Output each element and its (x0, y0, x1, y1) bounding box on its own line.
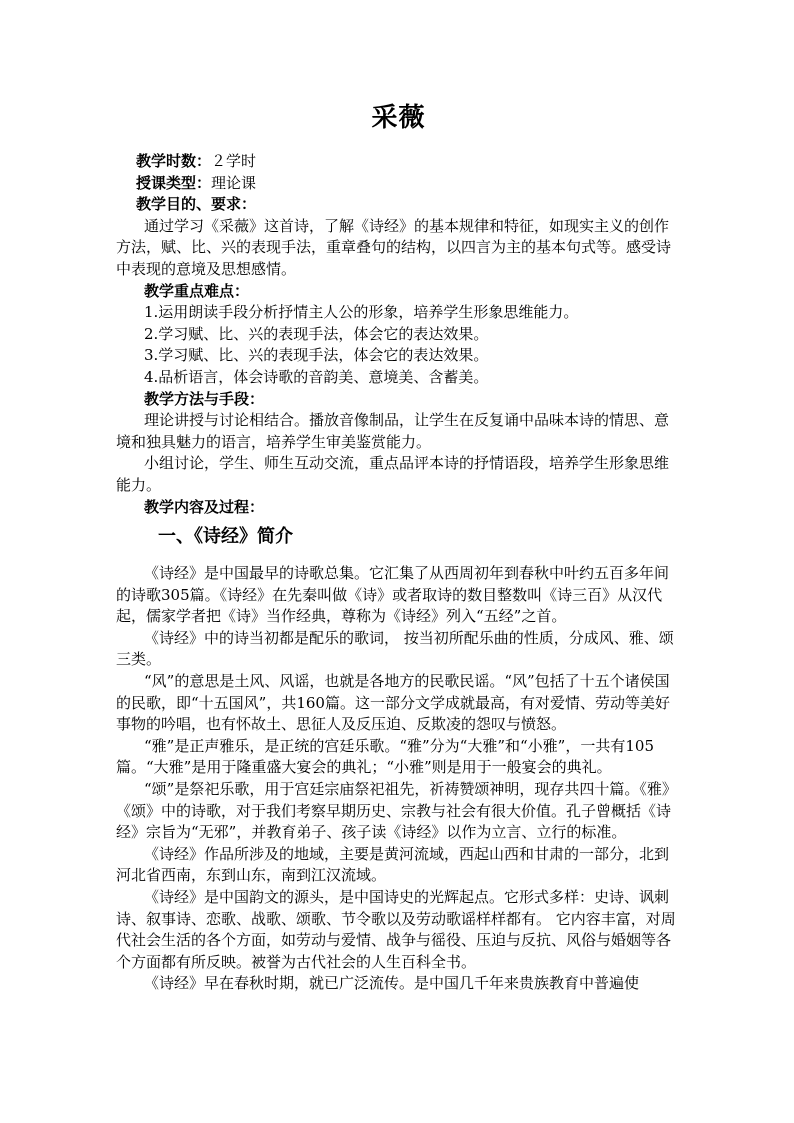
methods-heading: 教学方法与手段： (144, 389, 265, 408)
body-paragraph: 《诗经》作品所涉及的地域，主要是黄河流域，西起山西和甘肃的一部分，北到河北省西南，东到山东，南到江汉流域。 (116, 844, 670, 885)
meta-purpose (136, 194, 681, 216)
document-title: 采薇 (371, 103, 426, 133)
document-page (116, 98, 681, 995)
methods-paragraph: 理论讲授与讨论相结合。播放音像制品，让学生在反复诵中品味本诗的情思、意境和独具魅力的语言，培养学生审美鉴赏能力。 (116, 411, 670, 451)
content-heading: 教学内容及过程： (144, 497, 265, 516)
methods-paragraph: 小组讨论，学生、师生互动交流，重点品评本诗的抒情语段，培养学生形象思维能力。 (116, 454, 670, 494)
body-paragraph: “颂”是祭祀乐歌，用于宫廷宗庙祭祀祖先，祈祷赞颂神明，现存共四十篇。《雅》《颂》中的诗歌，对于我们考察早期历史、宗教与社会有很大价值。孔子曾概括《诗经》宗旨为“无邪”，并教育弟子、孩子读《诗经》以作为立言、立行的标准。 (116, 780, 677, 842)
key-point-item: 4.品析语言，体会诗歌的音韵美、意境美、含蓄美。 (144, 367, 489, 386)
body-paragraph: 《诗经》是中国最早的诗歌总集。它汇集了从西周初年到春秋中叶约五百多年间的诗歌305篇。《诗经》在先秦叫做《诗》或者取诗的数目整数叫《诗三百》从汉代起，儒家学者把《诗》当作经典，尊称为《诗经》列入“五经”之首。 (116, 564, 670, 626)
meta-hours-value: ２学时 (211, 152, 257, 170)
body-paragraph: 《诗经》中的诗当初都是配乐的歌词， 按当初所配乐曲的性质，分成风、雅、颂三类。 (116, 628, 674, 669)
meta-type-value: 理论课 (211, 173, 257, 192)
section-body (116, 563, 681, 995)
purpose-text: 通过学习《采薇》这首诗，了解《诗经》的基本规律和特征，如现实主义的创作方法，赋、比、兴的表现手法，重章叠句的结构，以四言为主的基本句式等。感受诗中表现的意境及思想感情。 (116, 216, 672, 278)
key-points-heading: 教学重点难点： (144, 281, 250, 300)
meta-hours (136, 151, 681, 173)
body-paragraph: “雅”是正声雅乐，是正统的宫廷乐歌。“雅”分为“大雅”和“小雅”，一共有105篇。“大雅”是用于隆重盛大宴会的典礼；“小雅”则是用于一般宴会的典礼。 (116, 736, 654, 777)
meta-purpose-key: 教学目的、要求： (136, 195, 257, 214)
body-paragraph: 《诗经》早在春秋时期，就已广泛流传。是中国几千年来贵族教育中普遍使 (144, 974, 640, 993)
body-paragraph: “风”的意思是土风、风谣，也就是各地方的民歌民谣。“风”包括了十五个诸侯国的民歌，即“十五国风”，共160篇。这一部分文学成就最高，有对爱情、劳动等美好事物的吟唱，也有怀故土、思征人及反压迫、反欺凌的怨叹与愤怒。 (116, 672, 670, 734)
key-point-item: 1.运用朗读手段分析抒情主人公的形象，培养学生形象思维能力。 (144, 303, 579, 322)
meta-hours-key: 教学时数： (136, 152, 212, 170)
key-point-item: 3.学习赋、比、兴的表现手法，体会它的表达效果。 (144, 346, 489, 365)
body-paragraph: 《诗经》是中国韵文的源头，是中国诗史的光辉起点。它形式多样：史诗、讽刺诗、叙事诗、恋歌、战歌、颂歌、节令歌以及劳动歌谣样样都有。 它内容丰富，对周代社会生活的各个方面，如劳动与爱情、战争与徭役、压迫与反抗、风俗与婚姻等各个方面都有所反映。被誉为古代社会的人生百科全书。 (116, 888, 676, 971)
key-point-item: 2.学习赋、比、兴的表现手法，体会它的表达效果。 (144, 324, 489, 343)
section-title: 一、《诗经》简介 (158, 526, 293, 548)
meta-type-key: 授课类型： (136, 173, 212, 192)
meta-type (136, 173, 681, 195)
